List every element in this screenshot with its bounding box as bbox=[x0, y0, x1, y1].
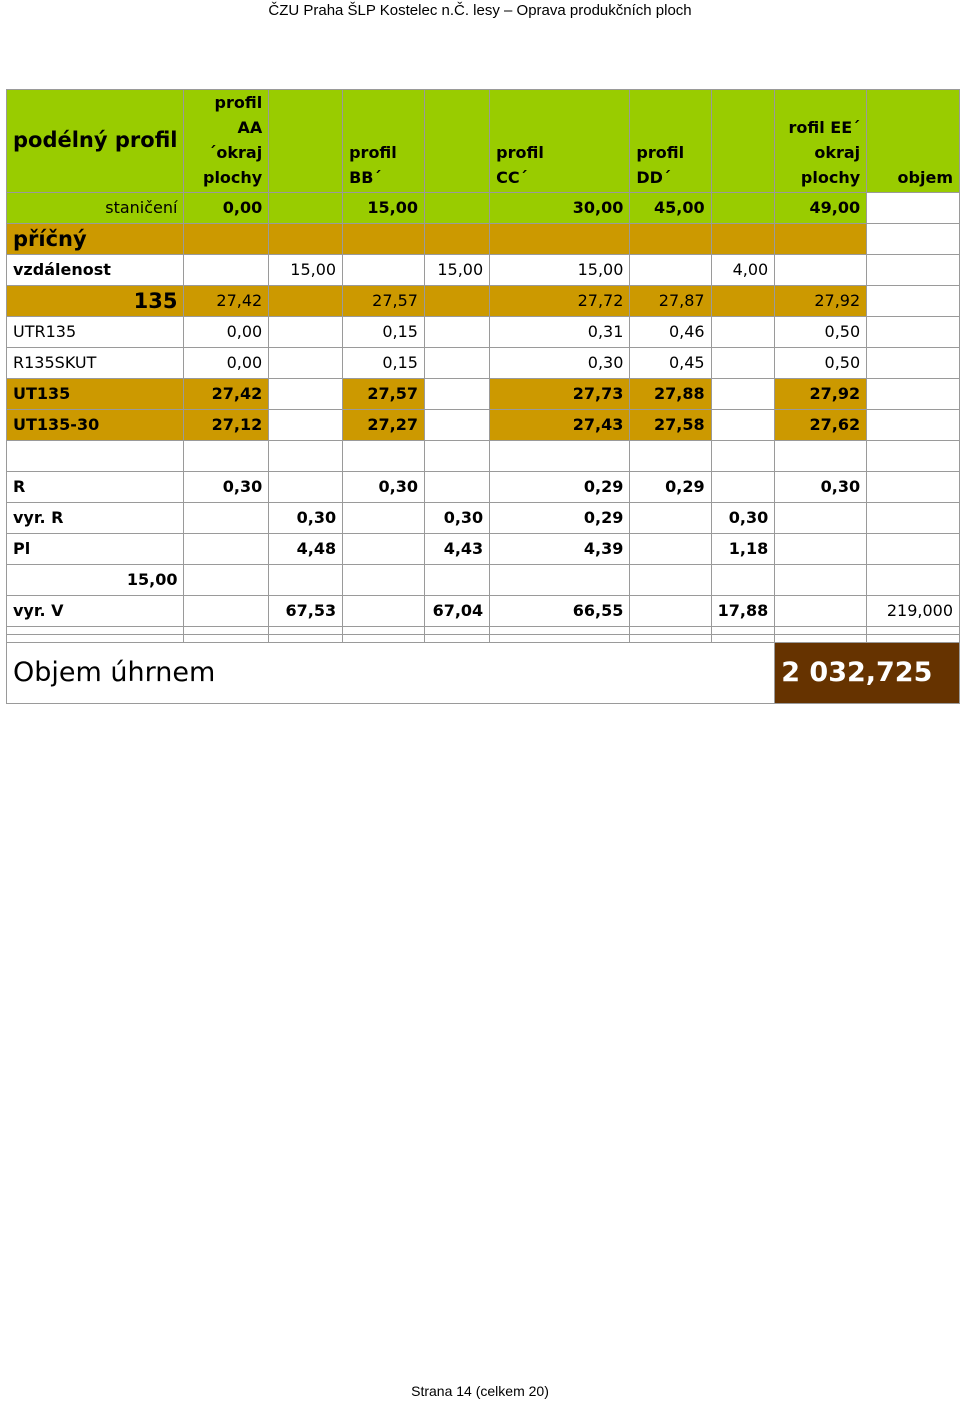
cell-empty bbox=[269, 565, 343, 596]
cell-value: 27,72 bbox=[490, 286, 630, 317]
vzdalenost-row bbox=[7, 255, 960, 286]
cell-empty bbox=[711, 379, 775, 410]
page-header: ČZU Praha ŠLP Kostelec n.Č. lesy – Oprava produkčních ploch bbox=[268, 2, 692, 19]
cell-empty bbox=[711, 627, 775, 635]
cell-empty bbox=[490, 627, 630, 635]
cell-value: 0,00 bbox=[184, 348, 269, 379]
cell-empty bbox=[343, 255, 425, 286]
ut135-row bbox=[7, 379, 960, 410]
cell-empty bbox=[184, 565, 269, 596]
header-objem: objem bbox=[867, 90, 960, 193]
cell-value: 27,62 bbox=[775, 410, 867, 441]
total-label: Objem úhrnem bbox=[7, 643, 775, 704]
r135skut-row bbox=[7, 348, 960, 379]
header-empty-7 bbox=[711, 90, 775, 193]
cell-empty bbox=[711, 441, 775, 472]
cell-empty bbox=[424, 193, 489, 224]
cell-empty bbox=[775, 627, 867, 635]
cell-value: 30,00 bbox=[490, 193, 630, 224]
header-profil-ee: rofil EE´ okraj plochy bbox=[775, 90, 867, 193]
cell-empty bbox=[867, 348, 960, 379]
cell-empty bbox=[184, 503, 269, 534]
cell-empty bbox=[424, 627, 489, 635]
cell-empty bbox=[630, 565, 711, 596]
cell-empty bbox=[775, 224, 867, 255]
cell-empty bbox=[867, 317, 960, 348]
cell-value: 27,57 bbox=[343, 286, 425, 317]
header-profil-bb: profil BB´ bbox=[343, 90, 425, 193]
cell-empty bbox=[867, 193, 960, 224]
header-profil-dd: profil DD´ bbox=[630, 90, 711, 193]
cell-empty bbox=[343, 441, 425, 472]
cell-value: 15,00 bbox=[490, 255, 630, 286]
cell-empty bbox=[269, 224, 343, 255]
cell-value: 27,88 bbox=[630, 379, 711, 410]
cell-empty bbox=[630, 627, 711, 635]
cell-value: 1,18 bbox=[711, 534, 775, 565]
cell-empty bbox=[630, 534, 711, 565]
cell-empty bbox=[269, 635, 343, 643]
cell-empty bbox=[867, 379, 960, 410]
cell-empty bbox=[630, 503, 711, 534]
cell-empty bbox=[424, 635, 489, 643]
row-label: příčný bbox=[7, 224, 184, 255]
cell-empty bbox=[424, 224, 489, 255]
cell-empty bbox=[867, 565, 960, 596]
cell-empty bbox=[269, 441, 343, 472]
cell-value: 0,45 bbox=[630, 348, 711, 379]
cell-value: 27,42 bbox=[184, 286, 269, 317]
cell-empty bbox=[7, 627, 184, 635]
cell-empty bbox=[343, 565, 425, 596]
staniceni-row bbox=[7, 193, 960, 224]
cell-empty bbox=[775, 255, 867, 286]
cell-value: 0,00 bbox=[184, 317, 269, 348]
cell-value: 27,87 bbox=[630, 286, 711, 317]
cell-empty bbox=[424, 565, 489, 596]
row-label: UTR135 bbox=[7, 317, 184, 348]
cell-empty bbox=[490, 635, 630, 643]
cell-value: 0,50 bbox=[775, 348, 867, 379]
cell-empty bbox=[424, 379, 489, 410]
cell-empty bbox=[7, 441, 184, 472]
cell-value: 67,04 bbox=[424, 596, 489, 627]
row-label: UT135 bbox=[7, 379, 184, 410]
cell-empty bbox=[269, 410, 343, 441]
cell-empty bbox=[775, 503, 867, 534]
cell-value: 0,46 bbox=[630, 317, 711, 348]
cell-empty bbox=[343, 503, 425, 534]
row-135 bbox=[7, 286, 960, 317]
pl-row bbox=[7, 534, 960, 565]
total-row bbox=[7, 643, 960, 704]
row-label: UT135-30 bbox=[7, 410, 184, 441]
header-empty-4 bbox=[424, 90, 489, 193]
cell-empty bbox=[184, 596, 269, 627]
utr135-row bbox=[7, 317, 960, 348]
cell-empty bbox=[711, 286, 775, 317]
cell-value: 27,42 bbox=[184, 379, 269, 410]
cell-value: 15,00 bbox=[424, 255, 489, 286]
cell-empty bbox=[867, 255, 960, 286]
cell-empty bbox=[343, 534, 425, 565]
cell-value: 0,30 bbox=[184, 472, 269, 503]
cell-value: 219,000 bbox=[867, 596, 960, 627]
cell-value: 0,30 bbox=[490, 348, 630, 379]
cell-empty bbox=[184, 255, 269, 286]
cell-empty bbox=[269, 472, 343, 503]
cell-empty bbox=[424, 348, 489, 379]
cell-value: 0,00 bbox=[184, 193, 269, 224]
cell-value: 0,30 bbox=[269, 503, 343, 534]
cell-empty bbox=[775, 441, 867, 472]
cell-value: 27,43 bbox=[490, 410, 630, 441]
cell-empty bbox=[775, 596, 867, 627]
cell-value: 0,30 bbox=[711, 503, 775, 534]
header-empty-2 bbox=[269, 90, 343, 193]
cell-value: 4,39 bbox=[490, 534, 630, 565]
cell-value: 27,58 bbox=[630, 410, 711, 441]
cell-empty bbox=[711, 348, 775, 379]
cell-empty bbox=[775, 635, 867, 643]
cell-value: 27,92 bbox=[775, 379, 867, 410]
r-row bbox=[7, 472, 960, 503]
cell-empty bbox=[711, 317, 775, 348]
header-profil-aa: profil AA´okraj plochy bbox=[184, 90, 269, 193]
cell-empty bbox=[424, 410, 489, 441]
cell-empty bbox=[867, 635, 960, 643]
row-label: staničení bbox=[7, 193, 184, 224]
cell-value: 4,48 bbox=[269, 534, 343, 565]
cell-empty bbox=[867, 627, 960, 635]
row-label: vyr. R bbox=[7, 503, 184, 534]
cell-empty bbox=[775, 565, 867, 596]
cell-empty bbox=[711, 410, 775, 441]
cell-empty bbox=[184, 627, 269, 635]
cell-empty bbox=[184, 441, 269, 472]
width-value: 15,00 bbox=[7, 565, 184, 596]
cell-empty bbox=[343, 627, 425, 635]
cell-empty bbox=[711, 565, 775, 596]
row-label: Pl bbox=[7, 534, 184, 565]
row-label: R135SKUT bbox=[7, 348, 184, 379]
cell-value: 0,50 bbox=[775, 317, 867, 348]
row-label: 135 bbox=[7, 286, 184, 317]
total-value: 2 032,725 bbox=[775, 643, 960, 704]
cell-empty bbox=[490, 441, 630, 472]
cell-empty bbox=[711, 224, 775, 255]
cell-empty bbox=[630, 635, 711, 643]
cell-empty bbox=[269, 193, 343, 224]
separator-row bbox=[7, 627, 960, 635]
cell-empty bbox=[711, 472, 775, 503]
cell-empty bbox=[630, 441, 711, 472]
cell-empty bbox=[867, 224, 960, 255]
pricny-row bbox=[7, 224, 960, 255]
cell-empty bbox=[424, 441, 489, 472]
cell-value: 4,43 bbox=[424, 534, 489, 565]
cell-empty bbox=[867, 534, 960, 565]
cell-value: 0,31 bbox=[490, 317, 630, 348]
spacer-row bbox=[7, 441, 960, 472]
header-row bbox=[7, 90, 960, 193]
cell-empty bbox=[7, 635, 184, 643]
row-label: vyr. V bbox=[7, 596, 184, 627]
volume-table bbox=[6, 89, 960, 704]
cell-value: 0,15 bbox=[343, 348, 425, 379]
cell-empty bbox=[867, 410, 960, 441]
cell-value: 27,12 bbox=[184, 410, 269, 441]
cell-empty bbox=[269, 379, 343, 410]
cell-empty bbox=[343, 635, 425, 643]
cell-empty bbox=[343, 224, 425, 255]
cell-empty bbox=[343, 596, 425, 627]
cell-empty bbox=[424, 286, 489, 317]
cell-empty bbox=[269, 627, 343, 635]
cell-value: 15,00 bbox=[343, 193, 425, 224]
cell-value: 0,29 bbox=[490, 472, 630, 503]
vyr-r-row bbox=[7, 503, 960, 534]
cell-empty bbox=[269, 348, 343, 379]
cell-empty bbox=[269, 317, 343, 348]
cell-empty bbox=[490, 224, 630, 255]
cell-value: 15,00 bbox=[269, 255, 343, 286]
cell-empty bbox=[867, 472, 960, 503]
width-row bbox=[7, 565, 960, 596]
cell-empty bbox=[424, 472, 489, 503]
cell-value: 4,00 bbox=[711, 255, 775, 286]
cell-empty bbox=[490, 565, 630, 596]
header-podelny-profil: podélný profil bbox=[7, 90, 184, 193]
cell-value: 66,55 bbox=[490, 596, 630, 627]
cell-value: 49,00 bbox=[775, 193, 867, 224]
cell-value: 45,00 bbox=[630, 193, 711, 224]
cell-empty bbox=[867, 286, 960, 317]
cell-empty bbox=[867, 503, 960, 534]
row-label: R bbox=[7, 472, 184, 503]
vyr-v-row bbox=[7, 596, 960, 627]
cell-value: 27,57 bbox=[343, 379, 425, 410]
cell-empty bbox=[630, 224, 711, 255]
cell-value: 0,30 bbox=[424, 503, 489, 534]
cell-empty bbox=[630, 255, 711, 286]
cell-value: 0,15 bbox=[343, 317, 425, 348]
cell-value: 0,30 bbox=[775, 472, 867, 503]
header-profil-cc: profil CC´ bbox=[490, 90, 630, 193]
page-footer: Strana 14 (celkem 20) bbox=[411, 1383, 549, 1399]
cell-empty bbox=[867, 441, 960, 472]
row-label: vzdálenost bbox=[7, 255, 184, 286]
cell-empty bbox=[775, 534, 867, 565]
cell-empty bbox=[184, 635, 269, 643]
cell-value: 27,27 bbox=[343, 410, 425, 441]
cell-empty bbox=[711, 193, 775, 224]
cell-value: 67,53 bbox=[269, 596, 343, 627]
cell-empty bbox=[424, 317, 489, 348]
cell-value: 0,30 bbox=[343, 472, 425, 503]
cell-empty bbox=[711, 635, 775, 643]
cell-empty bbox=[630, 596, 711, 627]
cell-empty bbox=[184, 224, 269, 255]
cell-value: 0,29 bbox=[630, 472, 711, 503]
cell-empty bbox=[269, 286, 343, 317]
cell-empty bbox=[184, 534, 269, 565]
cell-value: 27,73 bbox=[490, 379, 630, 410]
separator-row bbox=[7, 635, 960, 643]
cell-value: 0,29 bbox=[490, 503, 630, 534]
cell-value: 27,92 bbox=[775, 286, 867, 317]
cell-value: 17,88 bbox=[711, 596, 775, 627]
ut135-30-row bbox=[7, 410, 960, 441]
